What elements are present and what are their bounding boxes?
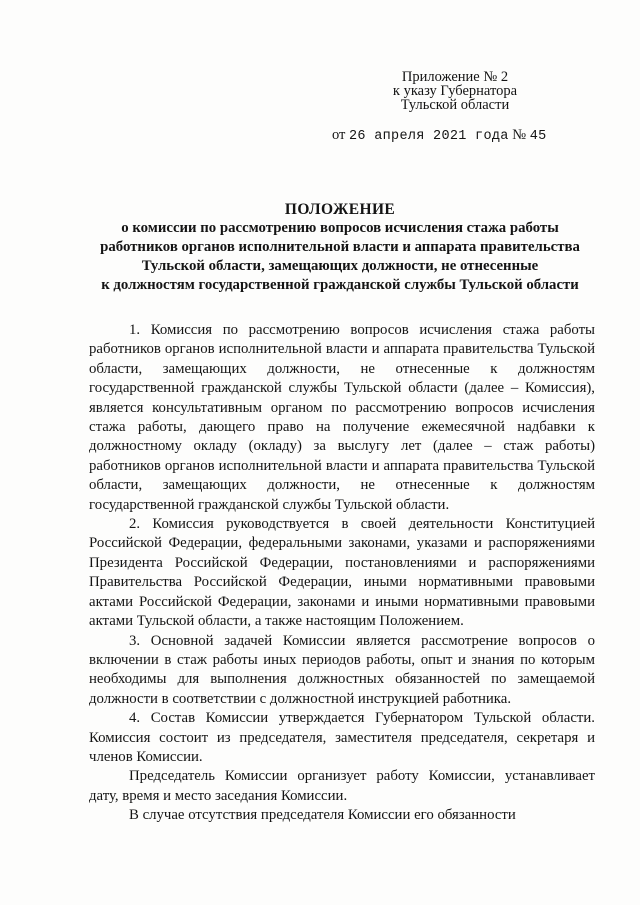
paragraph-5: Председатель Комиссии организует работу Комиссии, устанавливает дату, время и место заседания Комиссии. — [89, 768, 595, 804]
paragraph-3: 3. Основной задачей Комиссии является рассмотрение вопросов о включении в стаж работы иных периодов работы, опыт и знания по которым необходимы для выполнения должностных обязанностей по замещаемой должности в соответствии с должностной инструкцией работника. — [89, 632, 595, 707]
decree-number-sign: № — [512, 127, 527, 143]
title-line-4: к должностям государственной гражданской службы Тульской области — [101, 277, 579, 293]
title-line-1: о комиссии по рассмотрению вопросов исчисления стажа работы — [121, 220, 559, 236]
decree-date-line — [332, 127, 572, 144]
document-body — [89, 321, 595, 826]
appendix-header — [360, 70, 550, 112]
decree-number: 45 — [529, 129, 547, 144]
decree-date-prefix: от — [332, 127, 346, 143]
decree-date: 26 апреля 2021 года — [349, 129, 509, 144]
title-line-3: Тульской области, замещающих должности, не отнесенные — [141, 258, 539, 274]
appendix-region: Тульской области — [400, 97, 510, 113]
document-title — [40, 200, 640, 295]
appendix-number: Приложение № 2 — [401, 69, 509, 85]
paragraph-4: 4. Состав Комиссии утверждается Губернатором Тульской области. Комиссия состоит из председателя, заместителя председателя, секретаря и членов Комиссии. — [89, 710, 595, 765]
appendix-decree-ref: к указу Губернатора — [392, 83, 518, 99]
paragraph-1: 1. Комиссия по рассмотрению вопросов исчисления стажа работы работников органов исполнительной власти и аппарата правительства Тульской области, замещающих должности, не отнесенные к должностям государственной гражданской службы Тульской области (далее – Комиссия), является консультативным органом по рассмотрению вопросов исчисления стажа работы, дающего право на получение ежемесячной надбавки к должностному окладу (окладу) за выслугу лет (далее – стаж работы) работников органов исполнительной власти и аппарата правительства Тульской области, замещающих должности, не отнесенные к должностям государственной гражданской службы Тульской области. — [89, 322, 595, 513]
paragraph-6: В случае отсутствия председателя Комиссии его обязанности — [129, 807, 516, 824]
title-line-2: работников органов исполнительной власти и аппарата правительства — [100, 239, 580, 255]
title-heading: ПОЛОЖЕНИЕ — [284, 201, 396, 218]
paragraph-2: 2. Комиссия руководствуется в своей деятельности Конституцией Российской Федерации, федеральными законами, указами и распоряжениями Президента Российской Федерации, постановлениями и распоряжениями Правительства Российской Федерации, иными нормативными правовыми актами Российской Федерации, законами и иными нормативными правовыми актами Тульской области, а также настоящим Положением. — [89, 516, 595, 630]
